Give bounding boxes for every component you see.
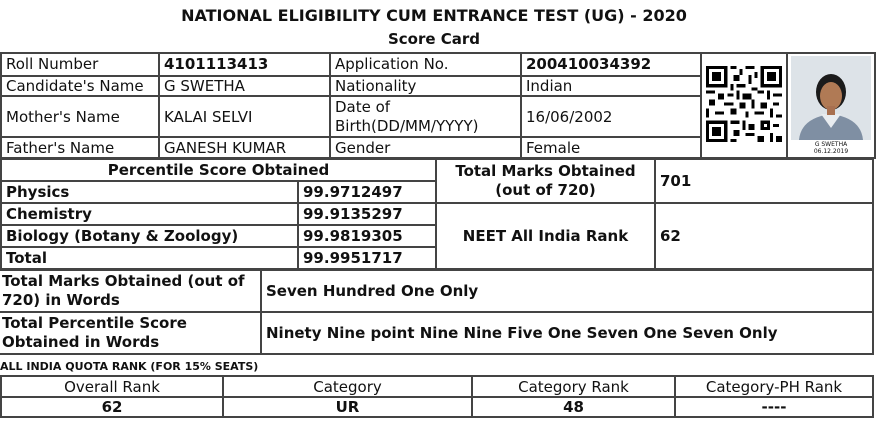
quota-heading: ALL INDIA QUOTA RANK (FOR 15% SEATS) (0, 360, 259, 373)
quota-header-category: Category (223, 376, 472, 397)
application-no-value: 200410034392 (521, 53, 701, 76)
quota-header-category-rank: Category Rank (472, 376, 675, 397)
neet-rank-value: 62 (655, 203, 873, 269)
roll-number-value: 4101113413 (159, 53, 330, 76)
subject-physics-score: 99.9712497 (298, 181, 436, 203)
application-no-label: Application No. (330, 53, 521, 76)
gender-label: Gender (330, 137, 521, 158)
dob-label: Date of Birth(DD/MM/YYYY) (330, 96, 521, 137)
father-name-label: Father's Name (1, 137, 159, 158)
percentile-words-label: Total Percentile Score Obtained in Words (0, 312, 261, 354)
subject-total-label: Total (1, 247, 298, 269)
total-marks-label: Total Marks Obtained (out of 720) (436, 159, 655, 203)
nationality-value: Indian (521, 76, 701, 97)
marks-words-value: Seven Hundred One Only (261, 270, 873, 312)
qr-code-cell (701, 53, 787, 158)
candidate-name-value: G SWETHA (159, 76, 330, 97)
quota-value-category: UR (223, 397, 472, 417)
total-marks-value: 701 (655, 159, 873, 203)
nationality-label: Nationality (330, 76, 521, 97)
page-title: NATIONAL ELIGIBILITY CUM ENTRANCE TEST (UG) - 2020 (181, 6, 687, 25)
gender-value: Female (521, 137, 701, 158)
percentile-words-value: Ninety Nine point Nine Nine Five One Seven One Seven Only (261, 312, 873, 354)
subject-chemistry-label: Chemistry (1, 203, 298, 225)
percentile-header: Percentile Score Obtained (1, 159, 436, 181)
mother-name-label: Mother's Name (1, 96, 159, 137)
subject-total-score: 99.9951717 (298, 247, 436, 269)
mother-name-value: KALAI SELVI (159, 96, 330, 137)
neet-rank-label: NEET All India Rank (436, 203, 655, 269)
quota-value-category-rank: 48 (472, 397, 675, 417)
quota-rank-table (0, 375, 874, 418)
subject-biology-score: 99.9819305 (298, 225, 436, 247)
photo-caption-name: G SWETHA (814, 141, 848, 148)
candidate-photo-cell (787, 53, 875, 158)
scores-table (0, 158, 874, 270)
qr-code-icon (706, 66, 782, 142)
candidate-details-table (0, 52, 876, 159)
words-table (0, 269, 874, 355)
quota-value-category-ph-rank: ---- (675, 397, 873, 417)
subject-biology-label: Biology (Botany & Zoology) (1, 225, 298, 247)
quota-header-category-ph-rank: Category-PH Rank (675, 376, 873, 397)
candidate-photo (791, 56, 871, 140)
page-subtitle: Score Card (387, 30, 481, 48)
subject-physics-label: Physics (1, 181, 298, 203)
roll-number-label: Roll Number (1, 53, 159, 76)
photo-caption-date: 06.12.2019 (813, 148, 849, 155)
father-name-value: GANESH KUMAR (159, 137, 330, 158)
dob-value: 16/06/2002 (521, 96, 701, 137)
marks-words-label: Total Marks Obtained (out of 720) in Words (0, 270, 261, 312)
subject-chemistry-score: 99.9135297 (298, 203, 436, 225)
quota-header-overall-rank: Overall Rank (1, 376, 223, 397)
quota-value-overall-rank: 62 (1, 397, 223, 417)
candidate-name-label: Candidate's Name (1, 76, 159, 97)
